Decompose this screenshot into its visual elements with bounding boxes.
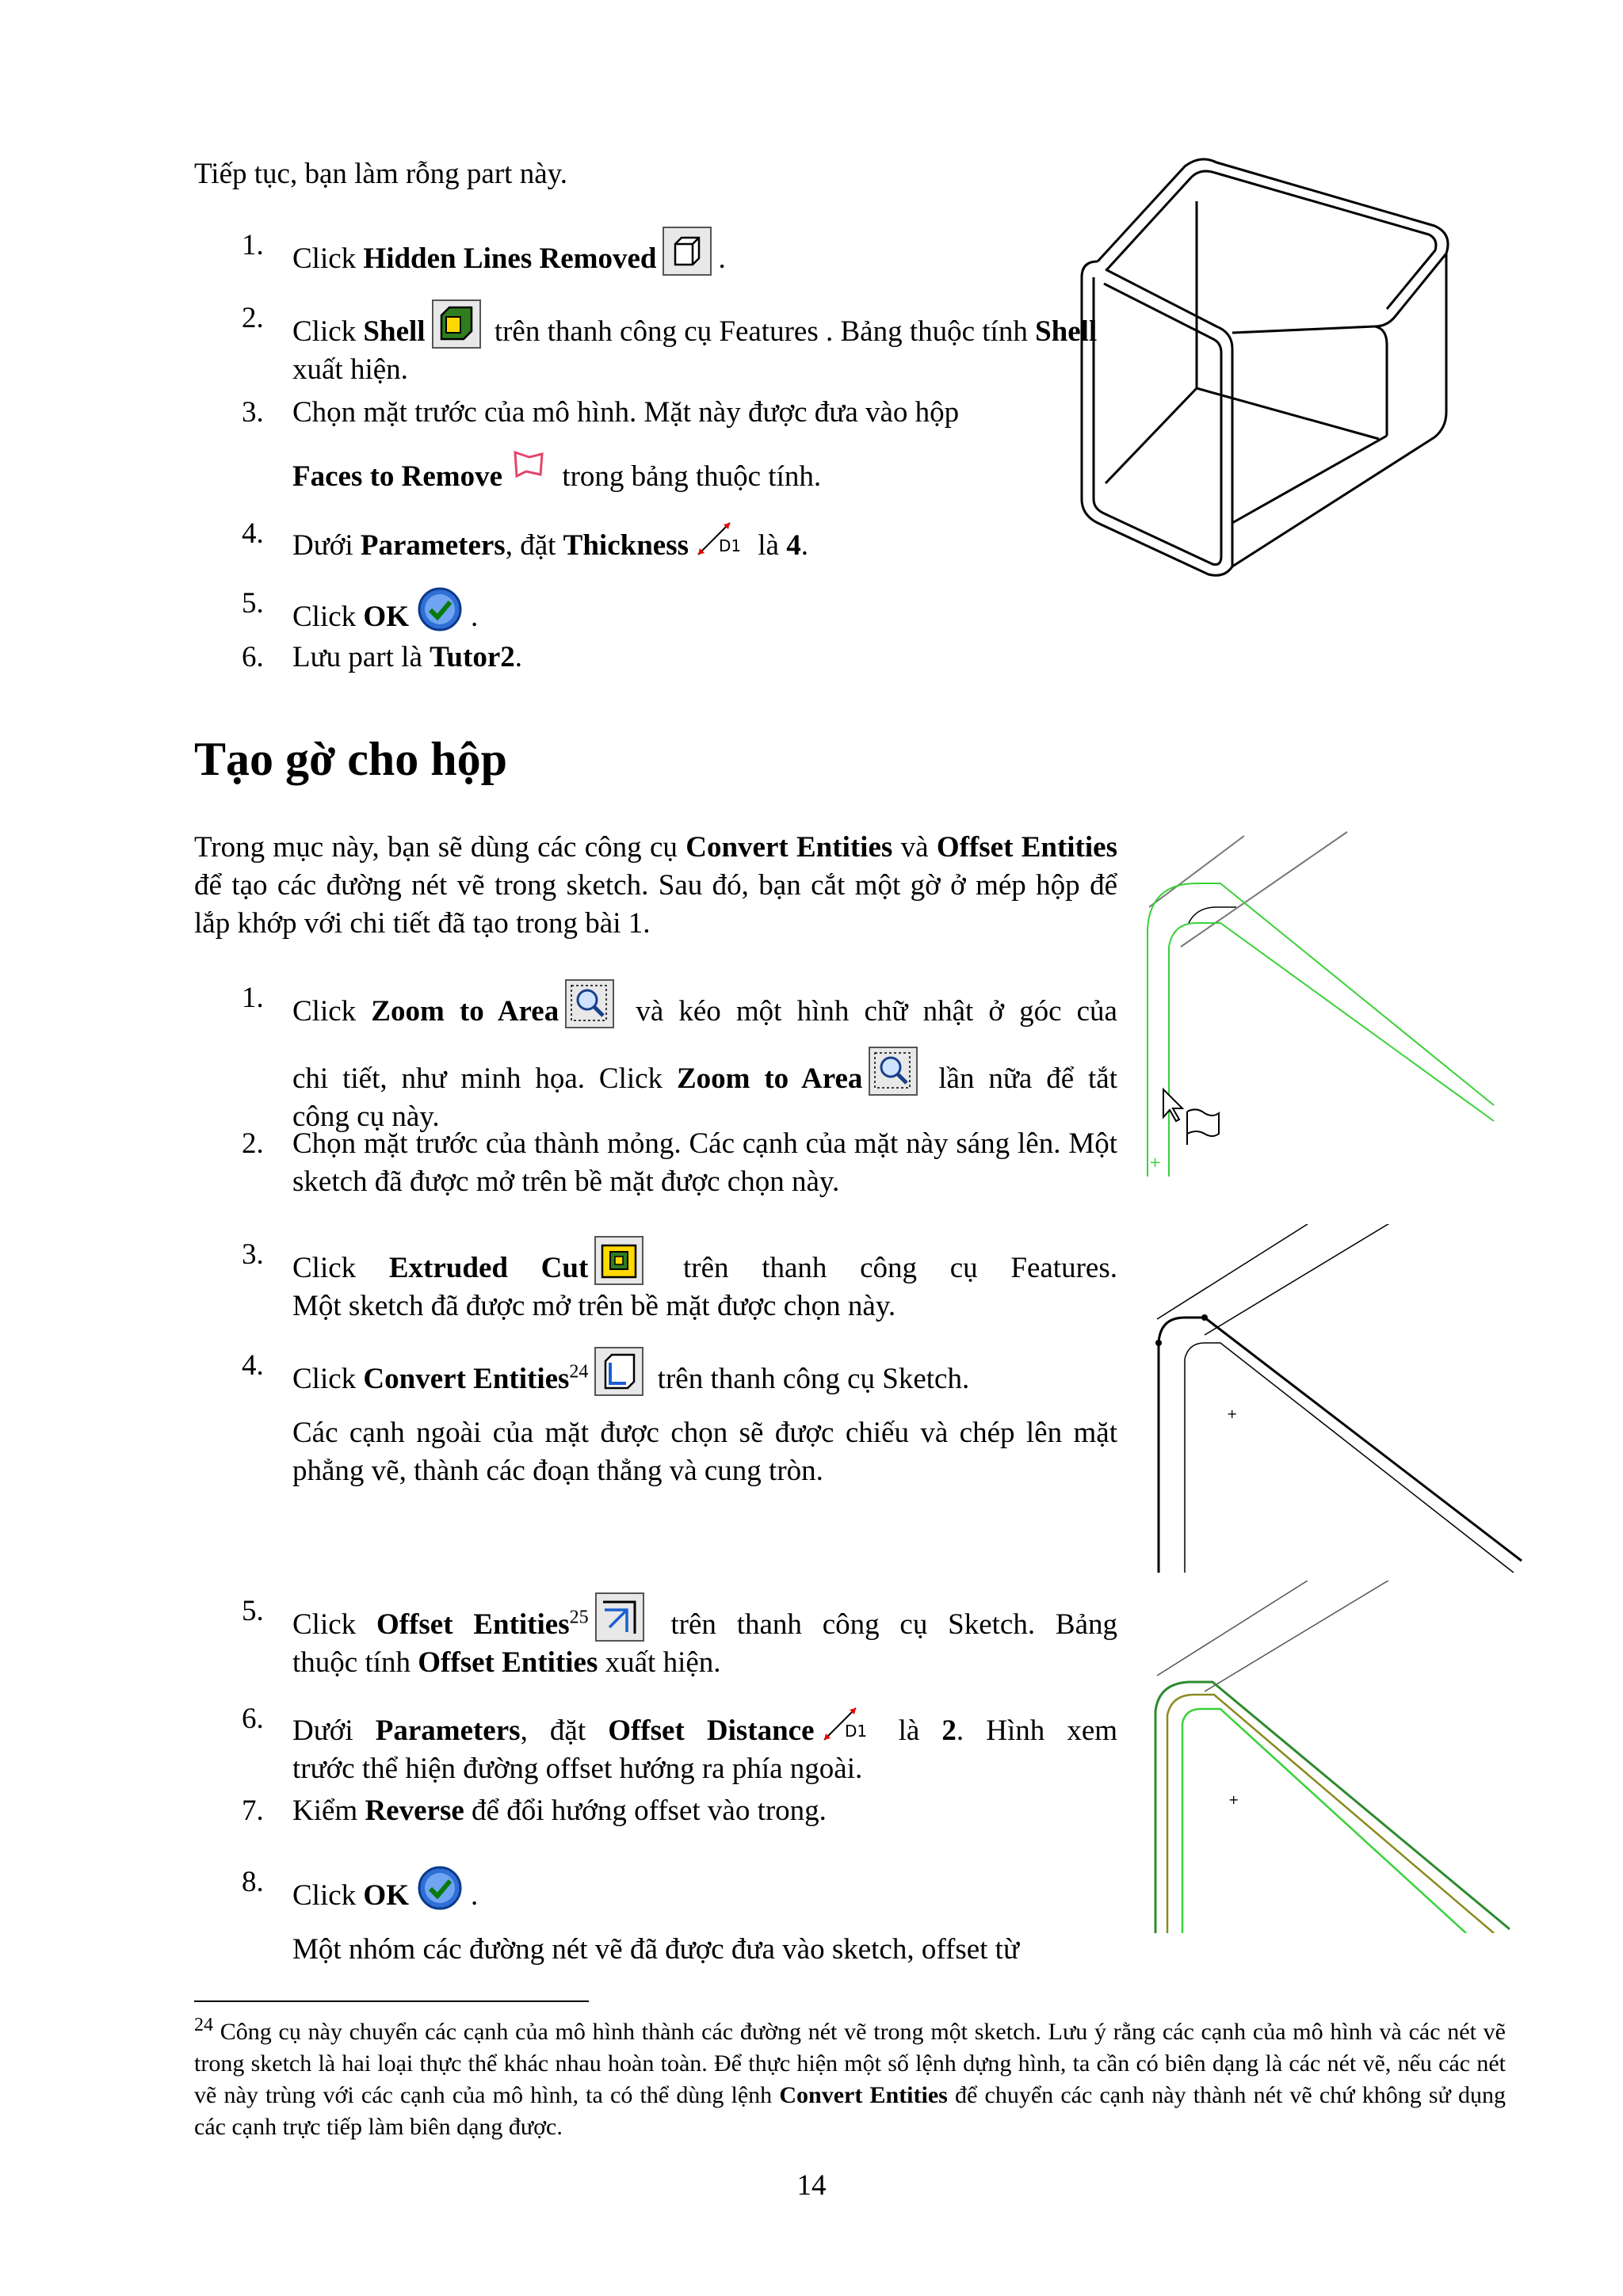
zoom-corner-figure	[1141, 828, 1506, 1177]
offset-entities-figure	[1141, 1581, 1522, 1933]
shell-box-figure	[1074, 151, 1454, 586]
offset-distance-icon	[821, 1700, 870, 1748]
footnote-24: $^{24}$ Công cụ này chuyển các cạnh của mô hình thành các đường nét vẽ trong một sketch. Lưu ý rằng các cạnh của mô hình và các nét vẽ trong sketch là hai loại thực thể khác nhau hoàn toàn. Để thực hiện một số lệnh dựng hình, ta cần có biên dạng là các nét vẽ, nếu các nét vẽ này trùng với các cạnh của mô hình, ta có thể dùng lệnh Convert Entities để chuyển các cạnh này thành nét vẽ chứ không sử dụng các cạnh trực tiếp làm biên dạng được.	[194, 2015, 1506, 2140]
page-number: 14	[796, 2169, 827, 2202]
thickness-icon	[695, 515, 744, 563]
face-flag-icon	[1187, 1109, 1219, 1145]
svg-text:+: +	[1227, 1406, 1238, 1421]
svg-text:+: +	[1228, 1792, 1239, 1807]
svg-text:D1: D1	[719, 536, 742, 555]
cursor-icon	[1163, 1089, 1182, 1121]
footnote-separator	[194, 2000, 589, 2002]
document-page: Tiếp tục, bạn làm rỗng part này. 1. Click Hidden Lines Removed . 2. Click Shell trên thanh công cụ Features . Bảng thuộc tính Shell xuất hiện. 3. Chọn mặt trước của mô hình. Mặt này được đưa vào hộp Faces to Remove trong bảng thuộc tính. 4. Dưới Parameters, đặt Thickness D1 là 4. 5. Click OK . 6. Lưu part là Tutor2. Tạo gờ cho hộp Trong mục này, bạn sẽ dùng các công cụ Convert Entities và Offset Entities để tạo các đường nét vẽ trong sketch. Sau đó, bạn cắt một gờ ở mép hộp để lắp khớp với chi tiết đã tạo trong bài 1. 1. Click Zoom to Area và kéo một hình chữ nhật ở góc của chi tiết, như minh họa. Click Zoom to Area lần nữa để tắt công cụ này. 2. Chọn mặt trước của thành mỏng. Các cạnh của mặt này sáng lên. Một sketch đã được mở trên bề mặt được chọn này. 3. Click Extruded Cut trên thanh công cụ Features. Một sketch đã được mở trên bề mặt được chọn này. 4. Click Convert Entities$^{24}$ trên thanh công cụ Sketch. Các cạnh ngoài của mặt được chọn sẽ được chiếu và chép lên mặt phẳng vẽ, thành các đoạn thẳng và cung tròn. 5. Click Offset Entities$^{25}$ trên thanh công cụ Sketch. Bảng thuộc tính Offset Entities xuất hiện. 6. Dưới Parameters, đặt Offset Distance D1 là 2. Hình xem trước thể hiện đường offset hướng ra phía ngoài. 7. Kiểm Reverse để đổi hướng offset vào trong. 8. Click OK . Một nhóm các đường nét vẽ đã được đưa vào sketch, offset từ + + + $^{24}$ Công cụ này chuyển các cạnh của mô hình thành các đường nét vẽ trong một sketch. Lưu ý rằng các cạnh của mô hình và các nét vẽ trong sketch là hai loại thực thể khác nhau hoàn toàn. Để thực hiện một số lệnh dựng hình, ta cần có biên dạng là các nét vẽ, nếu các nét vẽ này trùng với các cạnh của mô hình, ta có thể dùng lệnh Convert Entities để chuyển các cạnh này thành nét vẽ chứ không sử dụng các cạnh trực tiếp làm biên dạng được. 14	[0, 0, 1623, 2296]
extruded-cut-icon	[594, 1236, 643, 1285]
ok-checkmark-icon	[415, 585, 464, 634]
hidden-lines-removed-icon	[663, 227, 712, 276]
convert-entities-figure	[1141, 1224, 1526, 1573]
convert-entities-icon	[594, 1347, 643, 1396]
offset-entities-icon	[595, 1592, 644, 1642]
section-heading: Tạo gờ cho hộp	[194, 733, 507, 785]
faces-to-remove-icon	[509, 448, 548, 494]
intro-text: Tiếp tục, bạn làm rỗng part này.	[194, 158, 567, 190]
section-intro-paragraph: Trong mục này, bạn sẽ dùng các công cụ Convert Entities và Offset Entities để tạo các đường nét vẽ trong sketch. Sau đó, bạn cắt một gờ ở mép hộp để lắp khớp với chi tiết đã tạo trong bài 1.	[194, 831, 1117, 940]
zoom-to-area-icon-2	[869, 1047, 918, 1096]
zoom-to-area-icon	[565, 979, 614, 1028]
svg-text:+: +	[1149, 1154, 1162, 1171]
shell-icon	[432, 299, 481, 349]
svg-text:D1: D1	[844, 1722, 867, 1741]
ok-checkmark-icon-2	[415, 1863, 464, 1913]
